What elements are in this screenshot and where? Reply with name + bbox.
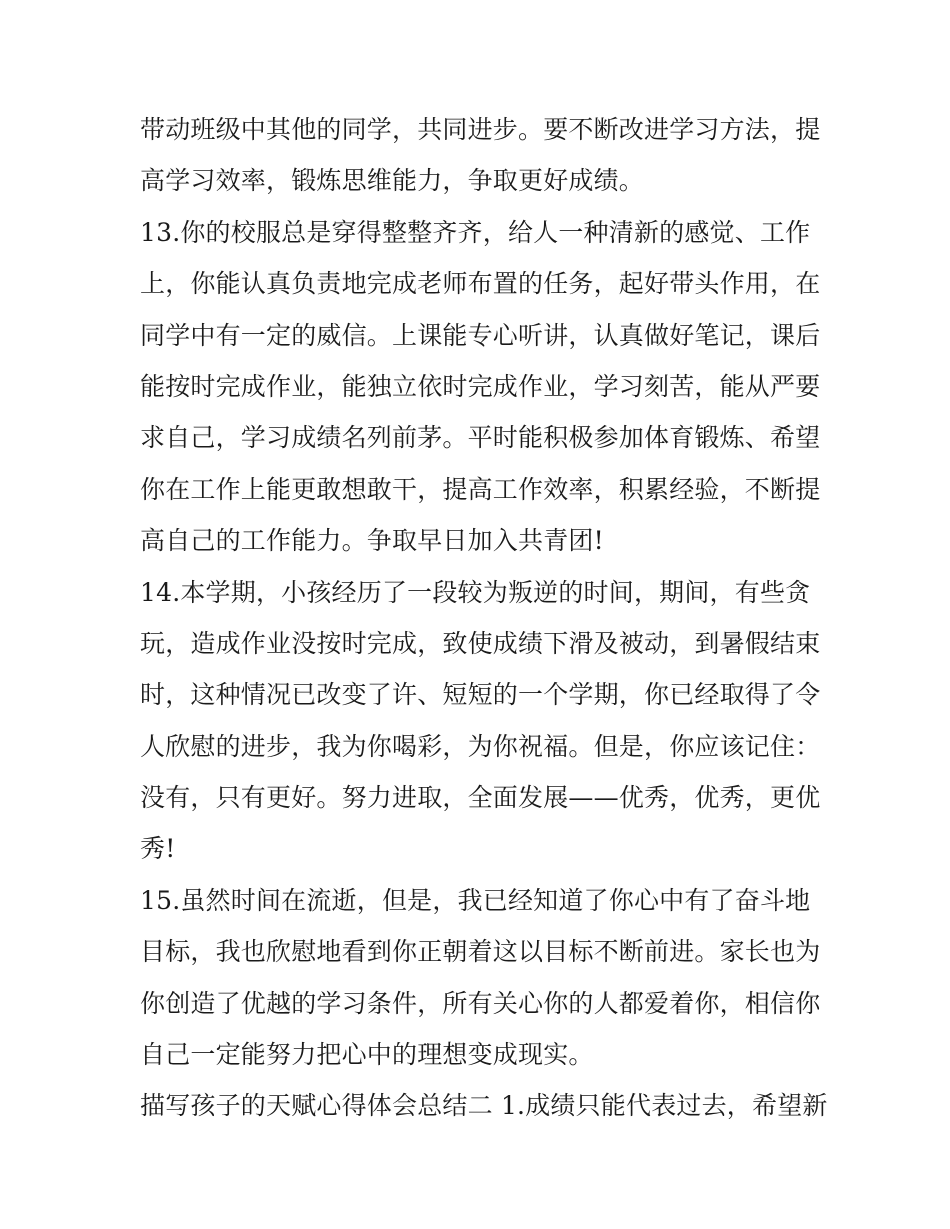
text-line: 人欣慰的进步，我为你喝彩，为你祝福。但是，你应该记住： (140, 731, 821, 761)
text-line: 高自己的工作能力。争取早日加入共青团! (140, 526, 604, 556)
text-line: 目标，我也欣慰地看到你正朝着这以目标不断前进。家长也为 (140, 937, 821, 967)
text-line: 高学习效率，锻炼思维能力，争取更好成绩。 (140, 166, 645, 196)
text-line: 13.你的校服总是穿得整整齐齐，给人一种清新的感觉、工作 (140, 217, 811, 247)
text-line: 14.本学期，小孩经历了一段较为叛逆的时间，期间，有些贪 (140, 577, 811, 607)
text-line: 描写孩子的天赋心得体会总结二 1.成绩只能代表过去，希望新 (140, 1091, 828, 1121)
text-line: 上，你能认真负责地完成老师布置的任务，起好带头作用，在 (140, 269, 821, 299)
text-line: 带动班级中其他的同学，共同进步。要不断改进学习方法，提 (140, 115, 821, 144)
text-line: 自己一定能努力把心中的理想变成现实。 (140, 1040, 594, 1070)
text-line: 玩，造成作业没按时完成，致使成绩下滑及被动，到暑假结束 (140, 628, 821, 658)
text-line: 你在工作上能更敢想敢干，提高工作效率，积累经验，不断提 (140, 474, 821, 504)
text-line: 时，这种情况已改变了许、短短的一个学期，你已经取得了令 (140, 680, 821, 710)
document-body (140, 108, 828, 1136)
text-line: 秀! (140, 834, 176, 864)
text-line: 能按时完成作业，能独立依时完成作业，学习刻苦，能从严要 (140, 371, 821, 401)
text-line: 15.虽然时间在流逝，但是，我已经知道了你心中有了奋斗地 (140, 885, 811, 915)
text-line: 同学中有一定的威信。上课能专心听讲，认真做好笔记，课后 (140, 320, 821, 350)
text-line: 你创造了优越的学习条件，所有关心你的人都爱着你，相信你 (140, 988, 821, 1018)
text-line: 求自己，学习成绩名列前茅。平时能积极参加体育锻炼、希望 (140, 423, 821, 453)
text-line: 没有，只有更好。努力进取，全面发展——优秀，优秀，更优 (140, 783, 821, 813)
